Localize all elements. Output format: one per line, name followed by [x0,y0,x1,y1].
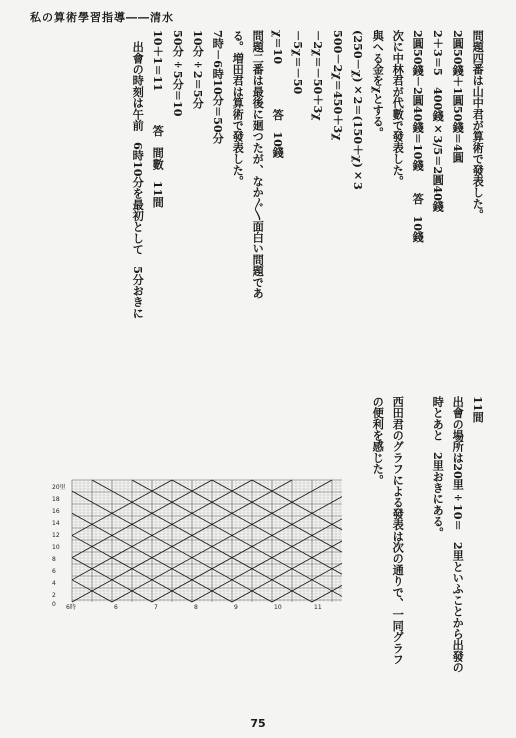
x-tick-label: 7 [154,604,158,610]
text-line: 50分÷5分＝10 [171,30,186,117]
travel-line [172,480,342,574]
text-line: 2圓50錢＋1圓50錢＝4圓 [451,30,466,163]
text-line: －5χ＝－50 [291,30,306,95]
x-tick-label: 10 [274,604,282,610]
y-tick-label: 2 [52,592,56,599]
text-line: 2＋3＝5 400錢×3/5＝2圓40錢 [431,30,446,213]
text-line: 7時－6時10分＝50分 [211,30,226,144]
y-tick-label: 8 [52,556,56,563]
text-line: 問題二番は最後に廻つたが、なか〲面白い問題であ [251,30,266,299]
travel-line [152,497,342,602]
y-tick-label: 6 [52,568,56,575]
travel-line [112,480,332,602]
travel-line [252,480,342,530]
text-line: る。増田君は算術で發表した。 [231,30,246,187]
page-number: 75 [250,717,266,730]
text-line: 問題四番は山中君が算術で發表した。 [471,30,486,221]
travel-line [232,541,342,602]
travel-line [272,563,342,602]
x-tick-label: 11 [314,604,322,610]
text-line: 與へる金をχとする。 [371,30,386,139]
y-tick-label: 16 [52,508,60,515]
text-line: －2χ＝－50＋3χ [311,30,326,121]
y-tick-label: 0 [52,601,56,608]
y-tick-label: 12 [52,532,60,539]
y-tick-label: 18 [52,496,60,503]
x-tick-label: 8 [194,604,198,610]
graph-travel-lines [72,480,342,602]
text-line: 西田君のグラフによる發表は次の通りで、一同グラフ [391,396,406,665]
y-tick-label: 14 [52,520,60,527]
meeting-graph [50,470,350,610]
text-line: 出會の時刻は午前 6時10分を最初として 5分おきに [131,30,146,319]
text-line: 出會の場所は20里÷10＝ 2里といふことから出發の [451,396,466,673]
text-line: (250－χ)×2＝(150＋χ)×3 [351,30,366,190]
travel-line [192,519,342,602]
x-tick-label: 6 [114,604,118,610]
x-tick-label: 9 [234,604,238,610]
y-tick-label: 10 [52,544,60,551]
text-line: 時とあと 2里おきにある。 [431,396,446,539]
text-line: χ＝10 答 10錢 [271,30,286,159]
y-tick-label: 4 [52,580,56,587]
text-line: の便利を感じた。 [371,396,386,486]
travel-line [72,480,292,602]
text-line: 11間 [471,396,486,423]
y-tick-label: 20里 [52,484,66,491]
text-line: 次に中林君が代數で發表した。 [391,30,406,187]
text-line: 2圓50錢－2圓40錢＝10錢 答 10錢 [411,30,426,243]
text-line: 500－2χ＝450＋3χ [331,30,346,141]
running-header: 私の算術學習指導――清水 [30,11,174,24]
text-line: 10分÷2＝5分 [191,30,206,109]
travel-line [92,480,312,602]
travel-line [72,480,172,535]
x-tick-label: 6時 [66,604,76,610]
text-line: 10＋1＝11 答 間數 11間 [151,30,166,208]
